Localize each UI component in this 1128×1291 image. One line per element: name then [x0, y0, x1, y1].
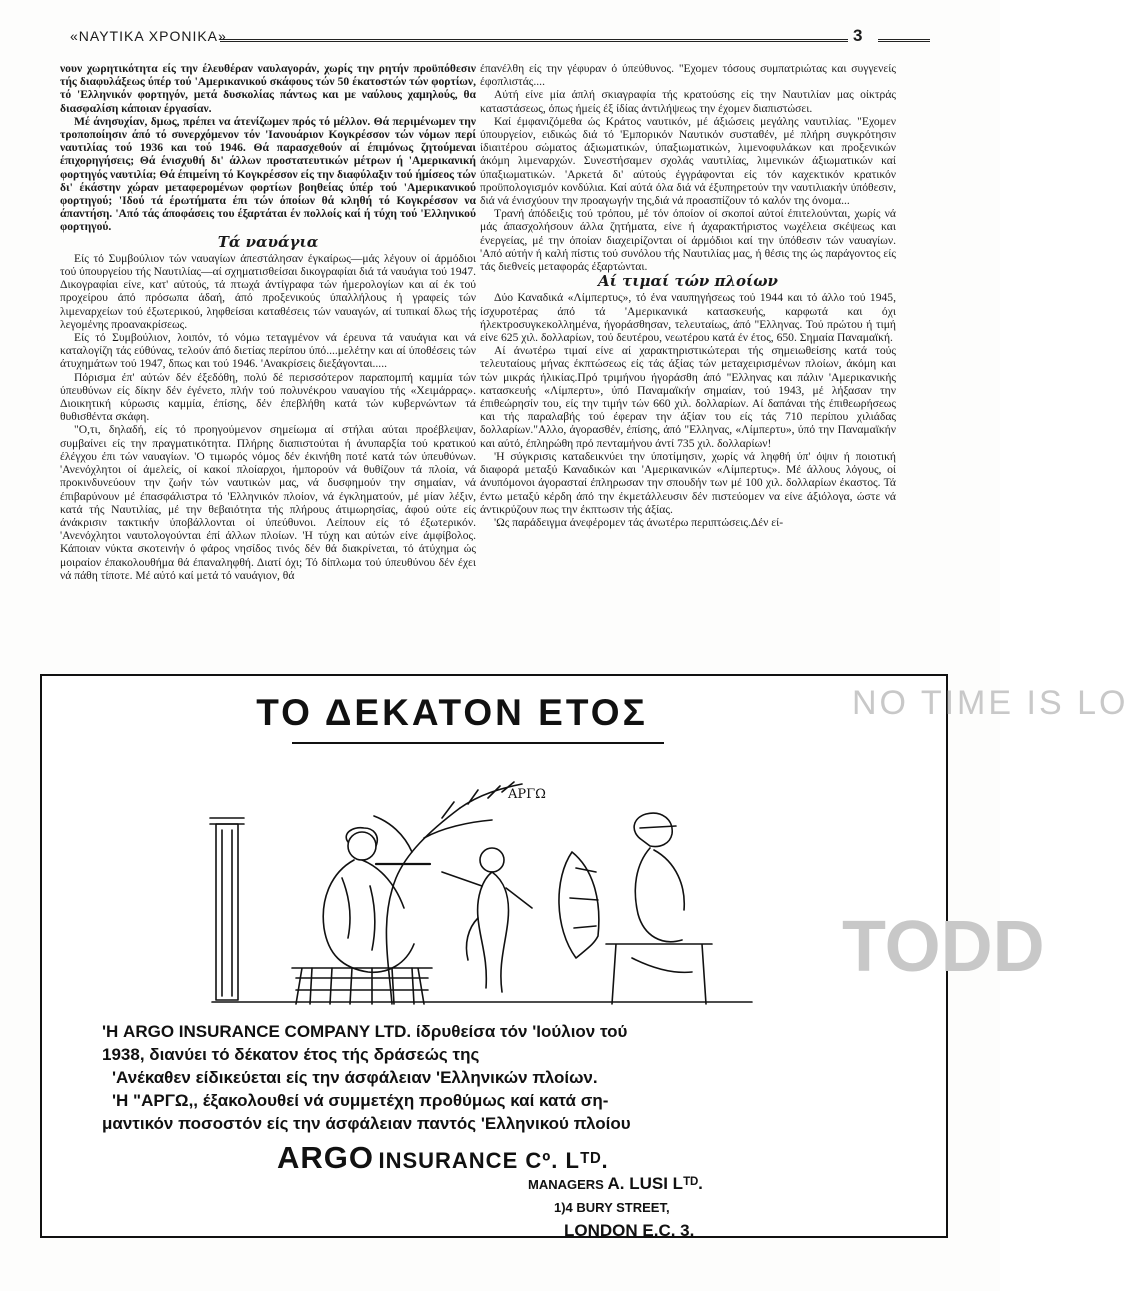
article-paragraph: Αί άνωτέρω τιμαί είνε αί χαρακτηριστικώτεραι τής σημειωθείσης κατά τούς τελευταίους μήνας έκπτώσεως είς τάς άξίας τών μεταχειρισμένων πλοίων, άκόμη και τών μικράς ήλικίας.Πρό τριμήνου ήγοράσθη άπό "Ελληνας και πάλιν 'Αμερικανικής κατασκευής «Λίμπερτυ», ύπό Παναμαϊκήν σημαίαν, τού 1943, μέ λήξασαν την έπιθεώρησίν του, είς την τιμήν τών 660 χιλ. δολλαρίων. Αί δαπάναι τής έπιθεωρήσεως και τής παραλαβής τού έφεραν την άξίαν του είς τάς 710 περίπου χιλιάδας δολλαρίων."Αλλο, άγορασθέν, έπίσης, άπό "Ελληνας, «Λίμπερτυ», ύπό την Παναμαϊκήν και αύτό, έπληρώθη πρό πενταμήνου άντί 735 χιλ. δολλαρίων! — [480, 344, 896, 450]
managers-line — [528, 1172, 703, 1196]
article-paragraph: Καί έμφανιζόμεθα ώς Κράτος ναυτικόν, μέ άξιώσεις μεγάλης ναυτιλίας. "Εχομεν ύπουργείον, ειδικώς διά τό 'Εμπορικόν Ναυτικόν συσταθέν, μέ πλήρη συγκρότησιν ίδιαιτέρου σώματος άξιωματικών, ύπαξιωματικών, λιμενοφυλάκων και προξενικών άκόμη λιμεναρχών. Συνεστήσαμεν σχολάς ναυτιλίας, λιμενικών άξιωματικών καί ύπαξιωματικών. 'Αρκετά δι' αύτούς έγγράφονται είς τόν καχεκτικόν κρατικόν προϋπολογισμόν κονδύλια. Καί αύτά όλα διά νά έξυπηρετούν την ναυτιλιακήν ύπόθεσιν, διά νά ένισχύουν την προαγωγήν της,διά νά προασπίζουν τό καλόν της όνομα... — [480, 114, 896, 208]
ad-title: ΤΟ ΔΕΚΑΤΟΝ ΕΤΟΣ — [256, 692, 648, 733]
article-paragraph: Αύτή είνε μία άπλή σκιαγραφία τής κρατούσης είς την Ναυτιλίαν μας οίκτράς καταστάσεως, όπως ήμείς έξ ίδίας άντιλήψεως την έχομεν διαπιστώσει. — [480, 88, 896, 115]
page-number: 3 — [853, 26, 863, 45]
article-paragraph: 'Ως παράδειγμα άνεφέρομεν τάς άνωτέρω περιπτώσεις.Δέν εί- — [494, 515, 784, 529]
vase-inscription: ΑΡΓΩ — [508, 787, 546, 802]
managers-name: A. LUSI Lᵀᴰ. — [607, 1174, 703, 1193]
company-rest: INSURANCE Cº. Lᵀᴰ. — [378, 1148, 609, 1173]
company-name — [277, 1140, 609, 1176]
managers-block — [528, 1172, 703, 1242]
ad-line: 'Ανέκαθεν είδικεύεται είς την άσφάλειαν 'Ελληνικών πλοίων. — [112, 1068, 598, 1087]
article-paragraph: Είς τό Συμβούλιον, λοιπόν, τό νόμω τεταγμένον νά έρευνα τά ναυάγια και νά καταλογίζη τάς εύθύνας, τελούν άπό διετίας περίπου ύπό....μελέτην και αί ύποθέσεις τών άτυχημάτων τού 1947, δπως και τού 1946. 'Ανακρίσεις διεξάγονται..... — [60, 331, 476, 371]
magazine-title: «ΝΑΥΤΙΚΑ ΧΡΟΝΙΚΑ» — [70, 28, 227, 44]
address-street: 1)4 BURY STREET, — [554, 1200, 670, 1215]
header-rule-left — [220, 39, 848, 42]
article-paragraph: έπανέλθη είς την γέφυραν ό ύπεύθυνος. "Εχομεν τόσους συμπατριώτας και συγγενείς έφοπλιστάς.... — [480, 62, 896, 89]
argonauts-vase-illustration — [192, 768, 762, 1004]
show-through-ghost-text — [842, 676, 1128, 1236]
article-paragraph: "Ο,τι, δηλαδή, είς τό προηγούμενον σημείωμα αί στήλαι αύται προέβλεψαν, συμβαίνει είς την πραγματικότητα. Πλήρης διαπιστούται ή άνυπαρξία τού κρατικού έλέγχου έπι τών ναυαγίων. 'Ο τιμωρός νόμος δέν έκινήθη ποτέ κατά τών ύπευθύνων. 'Ανενόχλητοι οί άμελείς, οί κακοί πλοίαρχοι, ήμπορούν νά θυθίζουν τά πλοία, νά προκινδυνεύουν την ζωήν τών ναυτικών μας, νά δυσφημούν την σημαίαν, νά έπιβαρύνουν μέ έπασφάλιστρα τό 'Ελληνικόν πλοίον, νά έγκληματούν, μέ μίαν λέξιν, κατά τής Ναυτιλίας, μέ την θεβαιότητα τής πλήρους άτιμωρησίας, άφού ούτε είς άνάκρισιν τακτικήν ύποβάλλονται οί ύπεύθυνοι. Λείπουν είς τό έξωτερικόν. 'Ανενόχλητοι ναυτολογούνται έπί άλλων πλοίων. 'Η τύχη και αύτών είνε άμφίβολος. Κάποιαν νύκτα σκοτεινήν ό φάρος νησίδος τινός δέν θά διακρίνεται, τό άτύχημα ώς μοιραίον έπακολουθήμα θά έπαναληφθή. Διατί όχι; Τό δίπλωμα τού ύπευθύνου δέν έχει νά πάθη τίποτε. Μέ αύτό καί μετά τό ναυάγιον, θά — [60, 423, 476, 582]
ghost-headline: NO TIME IS LO — [852, 684, 1128, 722]
company-word: ARGO — [277, 1140, 374, 1175]
article-paragraph: Τρανή άπόδειξις τού τρόπου, μέ τόν όποίον οί σκοποί αύτοί έπιτελούνται, χωρίς νά μάς άπασχολήσουν άλλα ζητήματα, είνε ή άχαρακτήριστος νωχέλεια σκέψεως και ένεργείας, μέ την όποίαν διαχειρίζονται οί άρμόδιοι καί την ύπόθεσιν τών ναυαγίων. 'Από αύτήν ή καλή πίστις τού συνόλου τής Ναυτιλίας μας, ή θέσις της ώς παράγοντος είς τάς διεθνείς μεταφοράς έξαρτώνται. — [480, 207, 896, 274]
right-column — [480, 62, 896, 529]
ad-title-underline — [292, 742, 664, 744]
article-paragraph: Είς τό Συμβούλιον τών ναυαγίων άπεστάλησαν έγκαίρως—μάς λέγουν οί άρμόδιοι τού ύπουργείου τής Ναυτιλίας—αί σχηματισθείσαι δικογραφίαι διά τά ναυάγια τού 1947. Δικογραφίαι είνε, κατ' αύτούς, τά πτωχά άντίγραφα τών ήμερολογίων και αί έκ τού προχείρου άπό πρόσωπα άδαή, άπό προξενικούς ύπαλλήλους ή γραφείς τών λιμεναρχείων τού έξωτερικού, ληφθείσαι καταθέσεις τών ναυαγών, αί τυπικαί δλως τής λεγομένης προανακρίσεως. — [60, 251, 476, 331]
managers-label: MANAGERS — [528, 1177, 604, 1192]
article-paragraph: Μέ άνησυχίαν, δμως, πρέπει να άτενίζωμεν πρός τό μέλλον. Θά περιμένωμεν την τροποποίησιν άπό τό συνερχόμενον τόν 'Ιανουάριον Κογκρέσσον τών νόμων περί ναυτιλίας τού 1936 και τού 1946. Θά παρασχεθούν αί έπιμόνως ζητούμεναι έπιχορηγήσεις; Θά ένισχυθή δι' άλλων προστατευτικών μέτρων ή 'Αμερικανική φορτηγός ναυτιλία; Θά έπιμείνη τό Κογκρέσσον είς την διαφύλαξιν τού ήμίσεος τών δι' έκάστην χώραν μεταφερομένων φορτίων βοηθείας ύπέρ τού 'Αμερικανικού φορτηγού; 'Ιδού τά έρωτήματα έπι τών όποίων θά κληθή τό Κογκρέσσον να άπαντήση. 'Από τάς άποφάσεις του έξαρτάται έν πολλοίς καί ή τύχη τού 'Ελληνικού φορτηγού. — [60, 114, 476, 234]
article-paragraph: 'Η σύγκρισις καταδεικνύει την ύποτίμησιν, χωρίς νά ληφθή ύπ' όψιν ή ποιοτική διαφορά μεταξύ Καναδικών και 'Αμερικανικών «Λίμπερτυς». Μέ άλλους λόγους, οί άνυπόμονοι άγορασταί έπληρωσαν την σπουδήν των μέ 100 χιλ. δολλαρίων έκαστος. Τά έντω μεταξύ κέρδη άπό την έκμετάλλευσιν δέν πιστεύομεν να είνε άξιόλογα, ώστε νά άντικρύζουν πως την έκπτωσιν τής άξίας. — [480, 449, 896, 516]
ad-line: 'Η ARGO INSURANCE COMPANY LTD. ίδρυθείσα τόν 'Ιούλιον τού — [102, 1022, 628, 1041]
left-column — [60, 62, 476, 582]
page-header — [70, 28, 930, 50]
article-paragraph: Πόρισμα έπ' αύτών δέν έξεδόθη, πολύ δέ περισσότερον παραπομπή καμμία τών ύπευθύνων είς δίκην δέν έγένετο, πλήν τού πολυνέκρου ναυαγίου τής «Χειμάρρας». Διοικητική κύρωσις καμμία, έπίσης, δέν έπεβλήθη κατά τών κυβερνώντων τά θυθισθέντα σκάφη. — [60, 370, 476, 424]
section-heading-shipwrecks: Τά ναυάγια — [217, 232, 319, 251]
ad-line: 'Η "ΑΡΓΩ,, έξακολουθεί νά συμμετέχη προθύμως καί κατά ση- — [112, 1091, 609, 1110]
section-heading-ship-prices: Αί τιμαί τών πλοίων — [598, 272, 778, 291]
ad-line: μαντικόν ποσοστόν είς την άσφάλειαν παντός 'Ελληνικού πλοίου — [102, 1114, 631, 1133]
address-city: LONDON E.C. 3. — [564, 1221, 695, 1240]
pillar-shape — [216, 824, 238, 1000]
ad-line: 1938, διανύει τό δέκατον έτος τής δράσεώς της — [102, 1045, 480, 1064]
argo-insurance-advertisement — [40, 674, 1128, 1240]
ghost-brand: TODD — [842, 907, 1045, 987]
header-rule-right — [878, 39, 930, 42]
ad-body-text — [102, 1020, 882, 1135]
article-continuation: νουν χωρητικότητα είς την έλευθέραν ναυλαγοράν, χωρίς την ρητήν προϋπόθεσιν τής διαφυλάξεως ύπέρ τού 'Αμερικανικού σκάφους τών 50 έκατοστών τών φορτίων, τό 'Ελληνικόν φορτηγόν, μετά δυσκολίας πάντως και με ναύλους χαμηλούς, θα διασφαλίση κάποιαν έργασίαν. — [60, 62, 476, 115]
article-paragraph: Δύο Καναδικά «Λίμπερτυς», τό ένα ναυπηγήσεως τού 1944 και τό άλλο τού 1945, ίσχυροτέρας άπό τά 'Αμερικανικά κατασκευής, καρφωτά και όχι ήλεκτροσυγκεκολλημένα, ήγοράσθησαν, τελευταίως, άπό "Ελληνας. Τού πρώτου ή τιμή είνε 625 χιλ. δολλαρίων, τού δευτέρου, νεωτέρου κατά έν έτος, 650. Σημαία Παναμαϊκή. — [480, 291, 896, 345]
